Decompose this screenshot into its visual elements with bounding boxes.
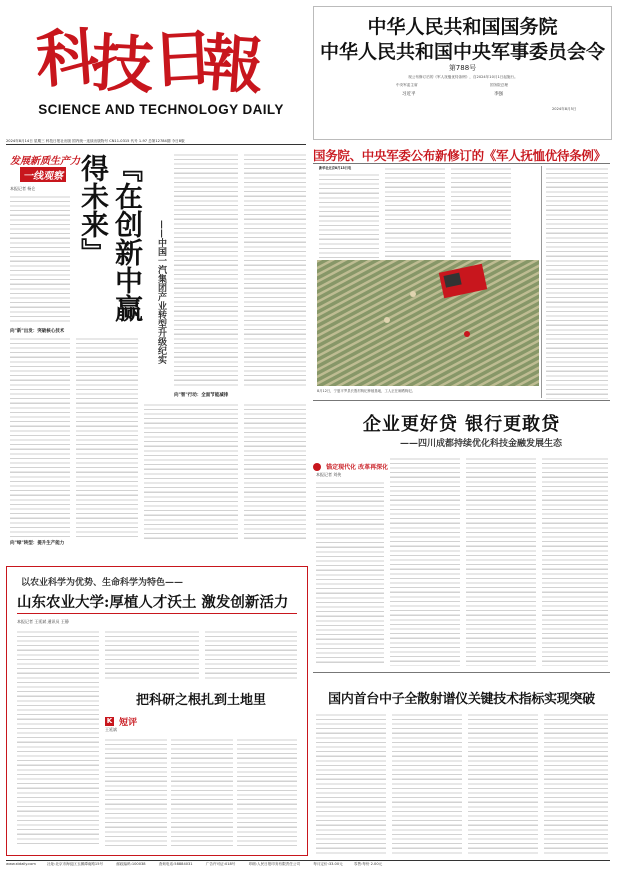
decree-date: 2024年8月5日	[552, 107, 577, 111]
footer-postcode: 邮政编码:100038	[116, 862, 146, 866]
lead-col-4	[244, 152, 306, 388]
lead-col-3b	[144, 402, 238, 542]
decree-title-1: 中华人民共和国国务院	[367, 16, 558, 38]
lead-vertical-subtitle: ——中国一汽集团产业转型升级纪实	[156, 220, 166, 364]
footer-url[interactable]: www.stdaily.com	[6, 862, 36, 866]
lead-col-1-a	[10, 194, 70, 324]
rule	[17, 613, 297, 614]
footer-monthly-price: 每月定价:33.00元	[313, 862, 343, 866]
enterprise-col-3	[466, 456, 536, 666]
svg-text:技: 技	[89, 26, 156, 98]
lead-subhead-3: 向"智"行动：全面节能减排	[174, 393, 229, 398]
enterprise-kicker-text: 锚定现代化 改革再深化	[326, 464, 389, 471]
masthead-rule	[6, 144, 306, 145]
enterprise-byline: 本报记者 刘侠	[316, 472, 342, 477]
lead-title-box	[77, 152, 150, 332]
rule	[313, 163, 610, 164]
footer-retail-price: 零售:每份 2.00元	[353, 862, 383, 866]
kicker-line-1: 发展新质生产力	[10, 156, 80, 167]
gov-story-col-4	[546, 166, 608, 399]
commentary-col-1	[105, 737, 167, 847]
gov-story-col-1	[319, 172, 379, 258]
footer-rule	[6, 860, 610, 861]
svg-text:科: 科	[34, 19, 101, 97]
kicker-line-2: 一线观察	[20, 167, 66, 182]
svg-text:報: 報	[198, 25, 266, 98]
footer-printer: 印刷:人民日报印务有限责任公司	[248, 862, 301, 866]
shandong-col-2	[105, 629, 199, 681]
lead-col-3	[174, 152, 238, 388]
commentary-label-text: 短评	[119, 718, 138, 728]
rule	[313, 672, 610, 673]
decree-title-2: 中华人民共和国中央军事委员会令	[319, 41, 605, 63]
commentary-byline: 王延斌	[105, 727, 117, 732]
bottom-story-title: 国内首台中子全散射谱仪关键技术指标实现突破	[328, 692, 595, 707]
kicker-icon	[313, 463, 321, 471]
commentary-col-2	[171, 737, 233, 847]
svg-text:日: 日	[150, 20, 217, 97]
footer-address: 社址:北京市海淀区玉渊潭南路15号	[46, 862, 104, 866]
enterprise-title: 企业更好贷 银行更敢贷	[362, 414, 561, 435]
gov-story-col-3	[451, 166, 511, 258]
footer-phone: 查询电话:58884031	[158, 862, 193, 866]
logo-calligraphy-icon	[34, 16, 266, 98]
decree-cmc-title: 中央军委主席	[396, 83, 418, 87]
bottom-col-4	[544, 712, 608, 854]
enterprise-col-2	[390, 456, 460, 666]
shandong-byline: 本报记者 王延斌 通讯员 王静	[17, 619, 69, 624]
bottom-col-3	[468, 712, 538, 854]
lead-subhead-1: 向"新"出发：突破核心技术	[10, 329, 65, 334]
shandong-title: 山东农业大学:厚植人才沃土 激发创新活力	[17, 594, 289, 611]
gov-story-title: 国务院、中央军委公布新修订的《军人抚恤优待条例》	[313, 148, 606, 163]
lead-col-1-b	[10, 336, 70, 540]
masthead	[6, 6, 306, 152]
rule	[313, 400, 610, 401]
shandong-intro-title: 以农业科学为优势、生命科学为特色——	[21, 578, 184, 588]
decree-premier-name: 李强	[494, 92, 503, 97]
lead-subhead-2: 向"绿"转型：提升生产能力	[10, 541, 65, 546]
footer-ad-license: 广告许可证:018号	[205, 862, 236, 866]
shandong-story-box	[6, 566, 308, 856]
bottom-col-1	[316, 712, 386, 854]
commentary-badge-icon: K	[106, 717, 113, 725]
gov-story-kicker: 新华社北京8月13日电	[319, 166, 352, 170]
lead-big-title: 『在创新中赢得未来』	[77, 154, 144, 322]
photo-caption: 8月12日，宁夏平罗县长胜村枸杞种植基地，工人正在晾晒枸杞。	[317, 389, 416, 393]
decree-number: 第788号	[448, 64, 477, 72]
commentary-label	[105, 711, 165, 728]
lead-byline: 本报记者 杨仑	[10, 186, 36, 191]
newspaper-logo	[34, 16, 266, 98]
shandong-col-3	[205, 629, 297, 681]
gov-story-col-2	[385, 166, 445, 258]
english-masthead: SCIENCE AND TECHNOLOGY DAILY	[38, 102, 284, 117]
decree-premier-title: 国务院总理	[490, 83, 508, 87]
decree-cmc-name: 习近平	[402, 92, 416, 97]
enterprise-subtitle: ——四川成都持续优化科技金融发展生态	[400, 439, 563, 449]
issue-line: 2024年8月14日 星期三 科技日报社出版 国内统一连续出版物号 CN11-0315 代号 1-97 总第12784期 今日8版	[6, 139, 185, 143]
decree-body: 现公布修订后的《军人抚恤优待条例》，自2024年10月1日起施行。	[408, 75, 518, 79]
photo-image	[317, 260, 539, 386]
commentary-title: 把科研之根扎到土地里	[135, 693, 266, 708]
shandong-col-1	[17, 629, 99, 847]
enterprise-col-4	[542, 456, 608, 666]
commentary-col-3	[237, 737, 297, 847]
bottom-col-2	[392, 712, 462, 854]
footer	[6, 862, 610, 872]
lead-col-2	[76, 336, 138, 540]
enterprise-col-1	[316, 480, 384, 666]
decree-box	[313, 6, 612, 140]
column-rule	[541, 166, 542, 398]
lead-col-4b	[244, 402, 306, 542]
goji-harvest-photo	[317, 260, 539, 386]
